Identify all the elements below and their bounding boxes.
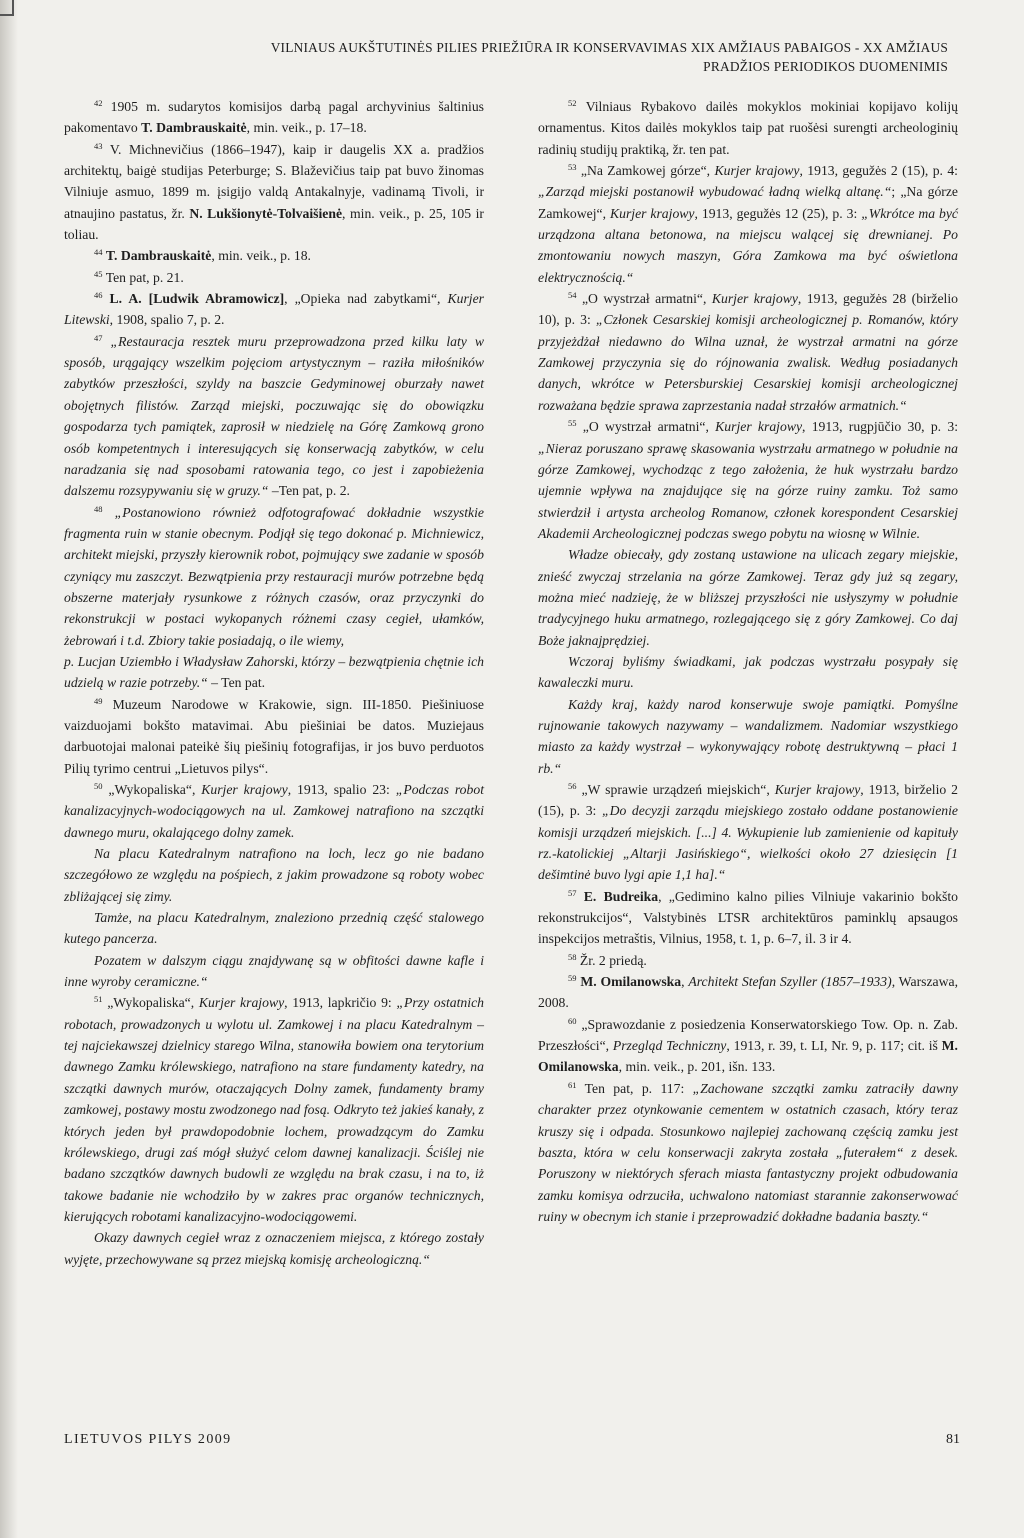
- footnote-59: $^{59}$ M. Omilanowska, Architekt Stefan Szyller (1857–1933), Warszawa, 2008.: [538, 973, 958, 1011]
- footnote-49: $^{49}$ Muzeum Narodowe w Krakowie, sign. III-1850. Piešiniuose vaizduojami bokšto matavimai. Abu piešiniai be datos. Muziejaus darbuotojai malonai pateikė šių piešinių fotografijas, ir jos buvo perduotos Pilių tyrimo centrui „Lietuvos pilys“.: [64, 695, 485, 776]
- corner-crop-mark: [0, 0, 14, 16]
- footnote-50-para-a: Na placu Katedralnym natrafiono na loch, lecz go nie badano szczegółowo ze względu na pośpiech, z jakim prowadzone są roboty wobec zbliżającej się zimy.: [64, 846, 484, 904]
- footnote-48: $^{48}$ „Postanowiono również odfotografować dokładnie wszystkie fragmenta ruin w stanie obecnym. Podjął się tego dokonać p. Michniewicz, architekt miejski, przyszły kierownik robot, pojmujący swe zadanie w sposób czyniący mu zaszczyt. Bezwątpienia przy restauracji murów potrzebne będą obszerne materjały rysunkowe z różnych czasów, oraz przyczynki do rekonstrukcji w postaci wykopanych różnemi czasy cegieł, ułamków, żebrowań i t.d. Zbiory takie posiadają, o ile wiemy,: [64, 503, 484, 648]
- footnote-50: $^{50}$ „Wykopaliska“, Kurjer krajowy, 1913, spalio 23: „Podczas robot kanalizacyjnych-wodociągowych na ul. Zamkowej natrafiono na szczątki dawnego muru, okalającego dolny zamek.: [64, 781, 484, 840]
- footnote-58: $^{58}$ Žr. 2 priedą.: [568, 951, 647, 968]
- footnote-54: $^{54}$ „O wystrzał armatni“, Kurjer krajowy, 1913, gegužės 28 (birželio 10), p. 3: „Członek Cesarskiej komisji archeologicznej p. Romanów, który przyjeżdżał niedawno do Wilna uznał, że wystrzał armatni na górze Zamkowej przyczynia się do rójnowania zwalisk. Według posiadanych danych, wkrótce w Petersburskiej Cesarskiej komisji archeologicznej rozważana będzie sprawa zaprzestania nadał strzałów armatnich.“: [538, 290, 959, 413]
- page-binding-shadow: [0, 0, 18, 1538]
- footnote-60: $^{60}$ „Sprawozdanie z posiedzenia Konserwatorskiego Tow. Op. n. Zab. Przeszłości“, Przegląd Techniczny, 1913, r. 39, t. LI, Nr. 9, p. 117; cit. iš M. Omilanowska, min. veik., p. 201, išn. 133.: [538, 1015, 958, 1075]
- footnote-55: $^{55}$ „O wystrzał armatni“, Kurjer krajowy, 1913, rugpjūčio 30, p. 3: „Nieraz poruszano sprawę skasowania wystrzału armatnego w południe na górze Zamkowej, wychodząc z tego założenia, że huk wystrzału bardzo ujemnie wpływa na znajdujące się na górze ruiny zamku. Toż samo stwierdził i artysta archeolog Romanow, członek korespondent Cesarskiej Akademii Archeologicznej podczas swego pobytu na wiosnę w Wilnie.: [538, 418, 959, 541]
- footnote-47: $^{47}$ „Restauracja resztek muru przeprowadzona przed kilku laty w sposób, urągający wszelkim pojęciom artystycznym – raziła miłośników zabytków przeszłości, szyldy na baszcie Gedyminowej oburzały nawet obojętnych filistów. Zarząd miejski, poczuwając się do obowiązku gospodarza tych pamiątek, zaprosił w niedzielę na Górę Zamkową grono osób kompetentnych i interesujących się konserwacją zabytków, w celu naradzania się nad sposobami ratowania tego, co jest i zapobieżenia dalszemu rozsypywaniu się w gruzy.“ –Ten pat, p. 2.: [64, 332, 484, 499]
- footnote-50-para-c: Pozatem w dalszym ciągu znajdywanę są w obfitości dawne kafle i inne wyroby ceramiczne.“: [64, 952, 484, 990]
- footnote-42: $^{42}$ 1905 m. sudarytos komisijos darbą pagal archyvinius šaltinius pakomentavo T. Dambrauskaitė, min. veik., p. 17–18.: [64, 98, 485, 136]
- running-header: [68, 38, 948, 76]
- left-column: [64, 96, 484, 1270]
- journal-footer: LIETUVOS PILYS 2009: [64, 1432, 232, 1447]
- footnote-55-para-b: Wczoraj byliśmy świadkami, jak podczas wystrzału posypały się kawaleczki muru.: [538, 653, 958, 691]
- footnote-44: $^{44}$ T. Dambrauskaitė, min. veik., p. 18.: [94, 247, 311, 264]
- footnote-55-para-c: Każdy kraj, każdy narod konserwuje swoje pamiątki. Pomyślne rujnowanie takowych nazywamy – wandalizmem. Nadomiar wszystkiego miasto za każdy wystrzał – wykonywający robotę destruktywną – płaci 1 rb.“: [538, 696, 958, 776]
- footnote-56: $^{56}$ „W sprawie urządzeń miejskich“, Kurjer krajowy, 1913, birželio 2 (15), p. 3: „Do decyzji zarządu miejskiego zostało oddane postanowienie komisji urządzeń miejskich. [...] 4. Wykupienie lub zamienienie od kapituły rz.-katolickiej „Altarji Jasińskiego“, wielkości około 27 dziesięcin [1 dešimtinė buvo lygi apie 1,1 ha].“: [538, 781, 959, 883]
- footnote-52: $^{52}$ Vilniaus Rybakovo dailės mokyklos mokiniai kopijavo kolijų ornamentus. Kitos dailės mokyklos taip pat ruošėsi surengti archeologinių radinių studijų praktiką, žr. ten pat.: [538, 98, 958, 157]
- running-header-line-2: PRADŽIOS PERIODIKOS DUOMENIMIS: [703, 59, 948, 74]
- footnote-43: $^{43}$ V. Michnevičius (1866–1947), kaip ir daugelis XX a. pradžios architektų, baigė studijas Peterburge; S. Blaževičius taip pat buvo žinomas Vilniuje asmuo, 1899 m. įsigijo valdą Antakalnyje, vadinamą Tivoli, ir atnaujino pastatus, žr. N. Lukšionytė-Tolvaišienė, min. veik., p. 25, 105 ir toliau.: [64, 140, 484, 243]
- right-column: [538, 96, 958, 1227]
- footnote-45: $^{45}$ Ten pat, p. 21.: [94, 268, 184, 285]
- footnote-50-para-b: Tamże, na placu Katedralnym, znaleziono przednią część stalowego kutego pancerza.: [64, 910, 484, 947]
- footnote-46: $^{46}$ L. A. [Ludwik Abramowicz], „Opieka nad zabytkami“, Kurjer Litewski, 1908, spalio 7, p. 2.: [64, 290, 484, 328]
- footnote-48-cont: p. Lucjan Uziembło i Władysław Zahorski, którzy – bezwątpienia chętnie ich udzielą w razie potrzeby.“ – Ten pat.: [64, 653, 484, 691]
- footnote-53: $^{53}$ „Na Zamkowej górze“, Kurjer krajowy, 1913, gegužės 2 (15), p. 4: „Zarząd miejski postanowił wybudować ładną wielką altanę.“; „Na górze Zamkowej“, Kurjer krajowy, 1913, gegužės 12 (25), p. 3: „Wkrótce ma być urządzona altana betonowa, na miejscu walącej się drewnianej. Po zmontowaniu nowych maszyn, Góra Zamkowa ma być oświetlona elektrycznością.“: [538, 162, 959, 285]
- footnote-57: $^{57}$ E. Budreika, „Gedimino kalno pilies Vilniuje vakarinio bokšto rekonstrukcijos“, Valstybinės LTSR architektūros paminklų apsaugos inspekcijos metraštis, Vilnius, 1958, t. 1, p. 6–7, il. 3 ir 4.: [538, 887, 958, 947]
- page-number: 81: [946, 1432, 960, 1447]
- running-header-line-1: VILNIAUS AUKŠTUTINĖS PILIES PRIEŽIŪRA IR KONSERVAVIMAS XIX AMŽIAUS PABAIGOS - XX AMŽIAUS: [270, 40, 948, 55]
- footnote-61: $^{61}$ Ten pat, p. 117: „Zachowane szczątki zamku zatraciły dawny charakter przez otynkowanie cementem w ostatnich czasach, który teraz kruszy się i odpada. Stosunkowo najlepiej zachowaną częścią zamku jest baszta, która w celu konserwacji zakryta została „futerałem“ z desek. Poruszony w niektórych sferach miasta fantastyczny projekt odbudowania zamku komisya odrzuciła, uchwalono natomiast starannie zakonserwować ruiny w obecnym ich stanie i przeprowadzić dokładne badania baszty.“: [538, 1079, 958, 1224]
- footnote-51: $^{51}$ „Wykopaliska“, Kurjer krajowy, 1913, lapkričio 9: „Przy ostatnich robotach, prowadzonych u wylotu ul. Zamkowej i na placu Katedralnym – tej najciekawszej dzielnicy starego Wilna, stanowiła bowiem ona terytorium dawnego Zamku królewskiego, natrafiono na stare fundamenty katedry, na szczątki dawnych murów, otaczających Dolny zamek, fundamenty bramy zamkowej, postawy mostu zwodzonego nad fosą. Odkryto też jakieś kanały, z których jeden był prawdopodobnie lochem, prowadzącym do Zamku królewskiego, drugi zaś mógł służyć celom dawnej kanalizacji. Ściślej nie badano szczątków dawnych budowli ze względu na brak czasu, i na to, iż takowe badanie nie wchodziło by w zakres prac organów technicznych, kierujących robotami kanalizacyjno-wodociągowemi.: [64, 994, 484, 1224]
- footnote-55-para-a: Władze obiecały, gdy zostaną ustawione na ulicach zegary miejskie, znieść zwyczaj strzelania na górze Zamkowej. Teraz gdy już są zegary, można mieć nadzieję, że w bliższej przyszłości nie usłyszymy w południe tradycyjnego huku armatnego, rozlegającego się z góry Zamkowej. Co daj Boże jaknajprędziej.: [538, 547, 958, 648]
- footnote-51-para-a: Okazy dawnych cegieł wraz z oznaczeniem miejsca, z którego zostały wyjęte, przechowywane są przez miejską komisję archeologiczną.“: [64, 1230, 484, 1267]
